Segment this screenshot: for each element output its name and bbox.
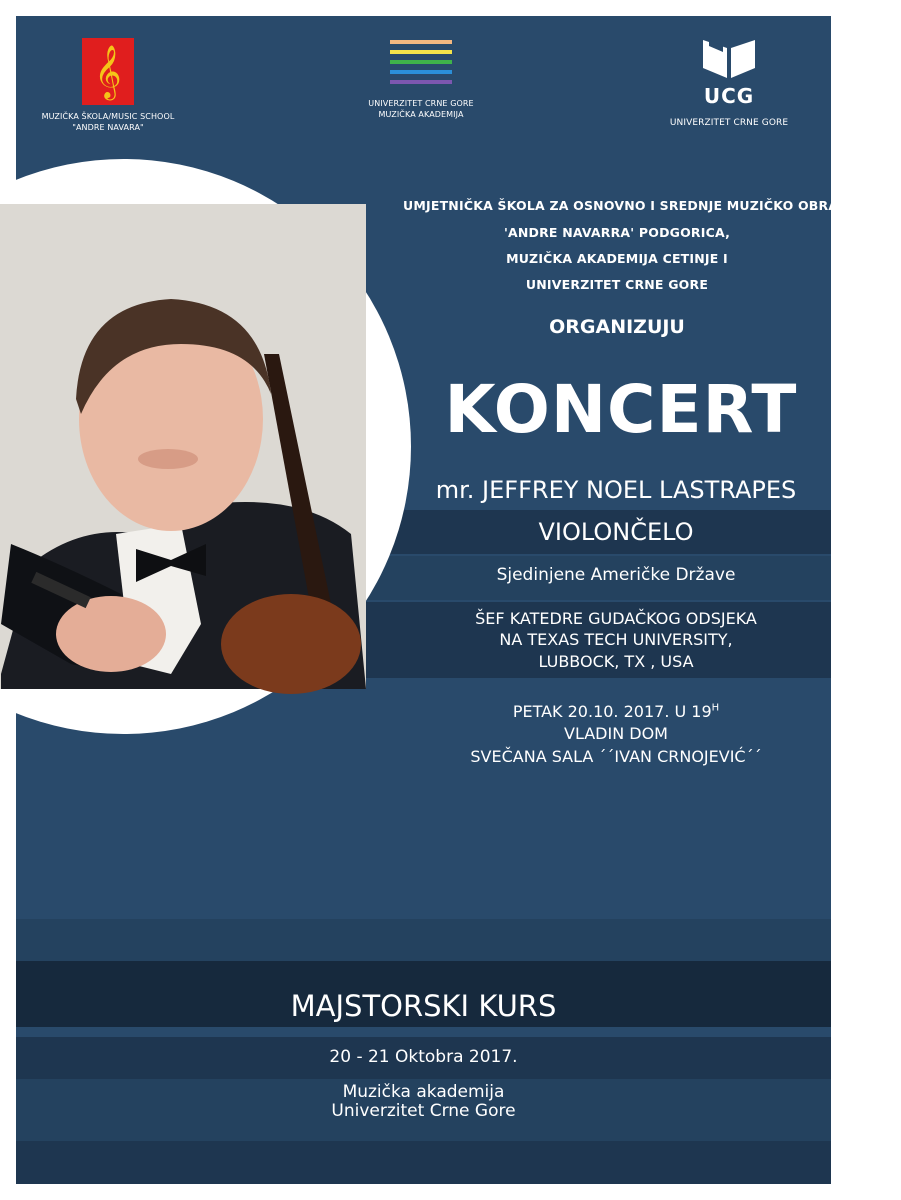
performer-name: mr. JEFFREY NOEL LASTRAPES bbox=[435, 476, 797, 504]
rainbow-stripes-icon bbox=[390, 40, 452, 84]
cellist-illustration bbox=[0, 204, 366, 689]
ucg-mark-text: UCG bbox=[703, 84, 755, 108]
performer-photo bbox=[0, 204, 366, 689]
music-school-logo bbox=[38, 38, 178, 133]
masterclass-place-1: Muzička akademija bbox=[342, 1082, 505, 1102]
concert-date-time bbox=[401, 702, 831, 721]
poster bbox=[16, 16, 901, 1184]
academy-caption-1: UNIVERZITET CRNE GORE bbox=[368, 99, 474, 108]
performer-position-2: NA TEXAS TECH UNIVERSITY, bbox=[499, 630, 733, 649]
masterclass-dates: 20 - 21 Oktobra 2017. bbox=[329, 1047, 518, 1067]
masterclass-place-2: Univerzitet Crne Gore bbox=[331, 1101, 516, 1121]
organizer-line-2: 'ANDRE NAVARRA' PODGORICA, bbox=[503, 225, 731, 240]
music-academy-logo bbox=[346, 40, 496, 120]
organize-verb: ORGANIZUJU bbox=[549, 316, 685, 338]
concert-hall: SVEČANA SALA ´´IVAN CRNOJEVIĆ´´ bbox=[470, 747, 762, 766]
performer-country: Sjedinjene Američke Države bbox=[496, 565, 736, 585]
masterclass-title: MAJSTORSKI KURS bbox=[290, 989, 557, 1023]
organizer-line-1: UMJETNIČKA ŠKOLA ZA OSNOVNO I SREDNJE MUZIČKO OBRAZOVANJE bbox=[403, 198, 901, 213]
organizer-line-4: UNIVERZITET CRNE GORE bbox=[525, 277, 709, 292]
performer-position-1: ŠEF KATEDRE GUDAČKOG ODSJEKA bbox=[475, 609, 757, 628]
ucg-logo bbox=[649, 38, 809, 129]
event-title: KONCERT bbox=[444, 371, 798, 448]
concert-venue: VLADIN DOM bbox=[564, 724, 668, 743]
concert-date-text: PETAK 20.10. 2017. U 19 bbox=[512, 702, 712, 721]
band-bottom-edge bbox=[16, 1141, 831, 1184]
treble-clef-icon: 𝄞 bbox=[82, 38, 134, 105]
ucg-caption: UNIVERZITET CRNE GORE bbox=[669, 118, 789, 128]
performer-position-3: LUBBOCK, TX , USA bbox=[538, 652, 694, 671]
concert-time-suffix: H bbox=[711, 702, 720, 714]
organizer-line-3: MUZIČKA AKADEMIJA CETINJE I bbox=[506, 251, 728, 266]
open-book-icon bbox=[699, 38, 759, 78]
academy-caption-2: MUZIČKA AKADEMIJA bbox=[378, 110, 464, 119]
performer-instrument: VIOLONČELO bbox=[538, 518, 694, 546]
band-bottom-top bbox=[16, 919, 831, 961]
music-school-caption-2: "ANDRE NAVARA" bbox=[72, 123, 144, 132]
music-school-caption-1: MUZIČKA ŠKOLA/MUSIC SCHOOL bbox=[41, 112, 175, 121]
